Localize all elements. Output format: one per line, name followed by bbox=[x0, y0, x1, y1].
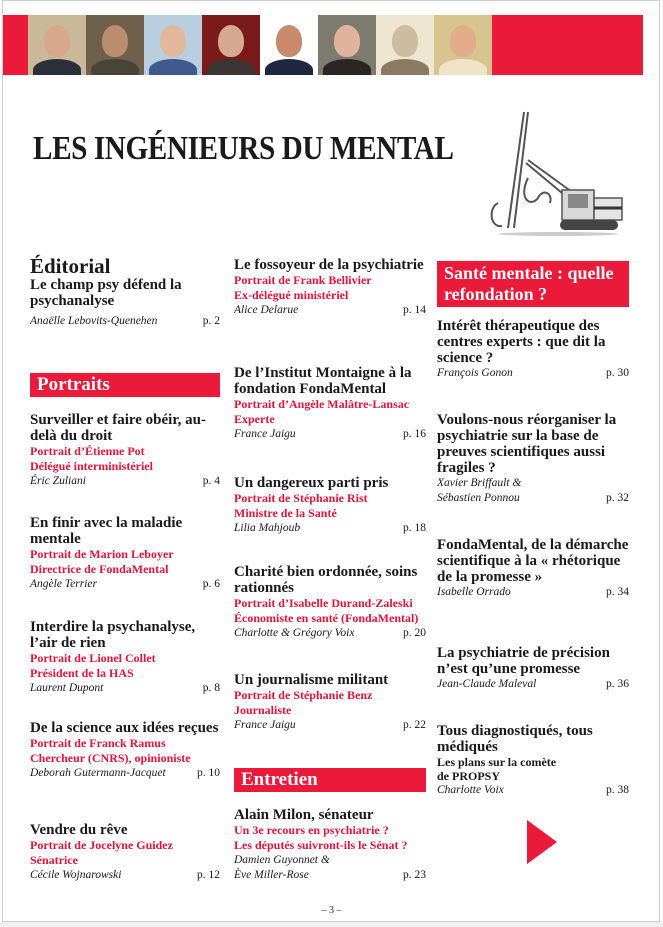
toc-entry[interactable] bbox=[30, 412, 220, 489]
toc-entry[interactable] bbox=[437, 412, 629, 506]
entry-subtitle: Délégué interministériel bbox=[30, 459, 153, 473]
entry-title: FondaMental, de la démarche scientifique à la « rhétorique de la promesse » bbox=[437, 537, 629, 585]
toc-entry[interactable] bbox=[234, 564, 426, 641]
entry-title: Alain Milon, sénateur bbox=[234, 807, 374, 823]
entry-title: Charité bien ordonnée, soins rationnés bbox=[234, 564, 418, 596]
portrait-photo-8 bbox=[434, 15, 492, 75]
entry-title: Interdire la psychanalyse, l’air de rien bbox=[30, 619, 196, 651]
entry-subtitle: Ex-délégué ministériel bbox=[234, 288, 349, 302]
page-number: – 3 – bbox=[321, 905, 342, 916]
toc-entry[interactable] bbox=[234, 257, 426, 318]
entry-page: p. 30 bbox=[606, 367, 629, 379]
entry-page: p. 18 bbox=[403, 522, 426, 534]
portrait-banner bbox=[3, 15, 643, 75]
entry-page: p. 4 bbox=[202, 475, 220, 487]
entry-page: p. 16 bbox=[403, 428, 426, 440]
toc-entry[interactable] bbox=[437, 645, 629, 692]
entry-title: Le champ psy défend la psychanalyse bbox=[30, 277, 182, 309]
entry-author: Damien Guyonnet & bbox=[234, 854, 330, 866]
entry-subtitle: Journaliste bbox=[234, 703, 292, 717]
entry-page: p. 32 bbox=[606, 492, 629, 504]
toc-entry[interactable] bbox=[30, 515, 220, 592]
portrait-photo-1 bbox=[28, 15, 86, 75]
banner-red-block-right bbox=[492, 15, 643, 75]
toc-entry[interactable] bbox=[30, 720, 220, 781]
banner-red-block-left bbox=[3, 15, 28, 75]
entry-subtitle: Experte bbox=[234, 412, 275, 426]
entry-subtitle: Portrait de Frank Bellivier bbox=[234, 273, 372, 287]
entry-title: La psychiatrie de précision n’est qu’une promesse bbox=[437, 645, 610, 677]
drilling-rig-icon bbox=[468, 108, 628, 238]
toc-entry[interactable] bbox=[234, 672, 426, 733]
entry-page: p. 23 bbox=[403, 869, 426, 881]
entry-author: Éric Zuliani bbox=[30, 475, 86, 487]
entry-subtitle: de PROPSY bbox=[437, 769, 500, 783]
entry-author: Jean-Claude Maleval bbox=[437, 678, 537, 690]
entry-title: Intérêt thérapeutique des centres experts : que dit la science ? bbox=[437, 318, 606, 366]
entry-author: Angèle Terrier bbox=[30, 578, 97, 590]
entry-page: p. 10 bbox=[197, 767, 220, 779]
portrait-photo-7 bbox=[376, 15, 434, 75]
editorial-heading: Éditorial bbox=[30, 254, 111, 278]
portrait-photo-6 bbox=[318, 15, 376, 75]
toc-entry[interactable] bbox=[437, 318, 629, 381]
toc-entry[interactable] bbox=[234, 365, 426, 442]
entry-page: p. 22 bbox=[403, 719, 426, 731]
toc-entry[interactable] bbox=[437, 723, 629, 798]
toc-entry-editorial[interactable] bbox=[30, 255, 220, 329]
entry-author: Lilia Mahjoub bbox=[234, 522, 301, 534]
entry-subtitle: Chercheur (CNRS), opinioniste bbox=[30, 751, 191, 765]
entry-subtitle: Portrait de Lionel Collet bbox=[30, 651, 156, 665]
entry-author: France Jaigu bbox=[234, 428, 296, 440]
portrait-photo-4 bbox=[202, 15, 260, 75]
entry-subtitle: Portrait de Marion Leboyer bbox=[30, 547, 174, 561]
entry-title: De l’Institut Montaigne à la fondation FondaMental bbox=[234, 365, 412, 397]
entry-subtitle: Portrait d’Étienne Pot bbox=[30, 444, 145, 458]
entry-subtitle: Directrice de FondaMental bbox=[30, 562, 169, 576]
toc-entry-interview[interactable] bbox=[234, 807, 426, 883]
entry-subtitle: Portrait de Stéphanie Benz bbox=[234, 688, 373, 702]
section-header-entretien: Entretien bbox=[234, 768, 426, 792]
entry-title: Un dangereux parti pris bbox=[234, 475, 389, 491]
toc-entry[interactable] bbox=[234, 475, 426, 536]
toc-entry[interactable] bbox=[30, 822, 220, 883]
entry-subtitle: Les députés suivront-ils le Sénat ? bbox=[234, 838, 408, 852]
entry-subtitle: Un 3e recours en psychiatrie ? bbox=[234, 823, 389, 837]
entry-page: p. 6 bbox=[202, 578, 220, 590]
entry-author: Cécile Wojnarowski bbox=[30, 869, 122, 881]
entry-author: Deborah Gutermann-Jacquet bbox=[30, 767, 166, 779]
entry-page: p. 12 bbox=[197, 869, 220, 881]
section-header-portraits: Portraits bbox=[30, 373, 220, 397]
entry-subtitle: Portrait de Jocelyne Guidez bbox=[30, 838, 173, 852]
arrow-right-icon bbox=[527, 820, 557, 864]
entry-author: Alice Delarue bbox=[234, 304, 299, 316]
entry-subtitle: Président de la HAS bbox=[30, 666, 134, 680]
section-header-sante-mentale: Santé mentale : quelle refondation ? bbox=[437, 261, 629, 307]
entry-subtitle: Sénatrice bbox=[30, 853, 78, 867]
entry-page: p. 14 bbox=[403, 304, 426, 316]
page-title: LES INGÉNIEURS DU MENTAL bbox=[33, 130, 454, 167]
entry-title: Tous diagnostiqués, tous médiqués bbox=[437, 723, 593, 755]
entry-page: p. 8 bbox=[202, 682, 220, 694]
entry-subtitle: Portrait d’Isabelle Durand-Zaleski bbox=[234, 596, 413, 610]
entry-title: En finir avec la maladie mentale bbox=[30, 515, 183, 547]
entry-subtitle: Portrait de Stéphanie Rist bbox=[234, 491, 368, 505]
entry-author: France Jaigu bbox=[234, 719, 296, 731]
entry-title: Surveiller et faire obéir, au-delà du droit bbox=[30, 412, 206, 444]
entry-page: p. 2 bbox=[202, 315, 220, 327]
entry-title: De la science aux idées reçues bbox=[30, 720, 219, 736]
entry-page: p. 38 bbox=[606, 784, 629, 796]
entry-author: François Gonon bbox=[437, 367, 513, 379]
entry-title: Le fossoyeur de la psychiatrie bbox=[234, 257, 424, 273]
portrait-photo-3 bbox=[144, 15, 202, 75]
entry-subtitle: Ministre de la Santé bbox=[234, 506, 337, 520]
entry-author: Xavier Briffault & bbox=[437, 477, 522, 489]
toc-entry[interactable] bbox=[437, 537, 629, 600]
entry-page: p. 36 bbox=[606, 678, 629, 690]
entry-subtitle: Économiste en santé (FondaMental) bbox=[234, 611, 419, 625]
entry-author: Laurent Dupont bbox=[30, 682, 104, 694]
entry-page: p. 20 bbox=[403, 627, 426, 639]
entry-title: Voulons-nous réorganiser la psychiatrie sur la base de preuves scientifiques aussi fragiles ? bbox=[437, 412, 617, 476]
portrait-photo-2 bbox=[86, 15, 144, 75]
entry-author: Sébastien Ponnou bbox=[437, 492, 520, 504]
entry-author: Isabelle Orrado bbox=[437, 586, 511, 598]
page-shadow bbox=[0, 922, 663, 927]
portrait-photo-5 bbox=[260, 15, 318, 75]
entry-title: Vendre du rêve bbox=[30, 822, 128, 838]
entry-author: Anaëlle Lebovits-Quenehen bbox=[30, 315, 158, 327]
entry-title: Un journalisme militant bbox=[234, 672, 389, 688]
entry-page: p. 34 bbox=[606, 586, 629, 598]
entry-author: Charlotte Voix bbox=[437, 784, 504, 796]
entry-subtitle: Portrait d’Angèle Malâtre-Lansac bbox=[234, 397, 410, 411]
entry-author: Ève Miller-Rose bbox=[234, 869, 309, 881]
entry-subtitle: Les plans sur la comète bbox=[437, 755, 557, 769]
entry-subtitle: Portrait de Franck Ramus bbox=[30, 736, 166, 750]
toc-entry[interactable] bbox=[30, 619, 220, 696]
entry-author: Charlotte & Grégory Voix bbox=[234, 627, 355, 639]
